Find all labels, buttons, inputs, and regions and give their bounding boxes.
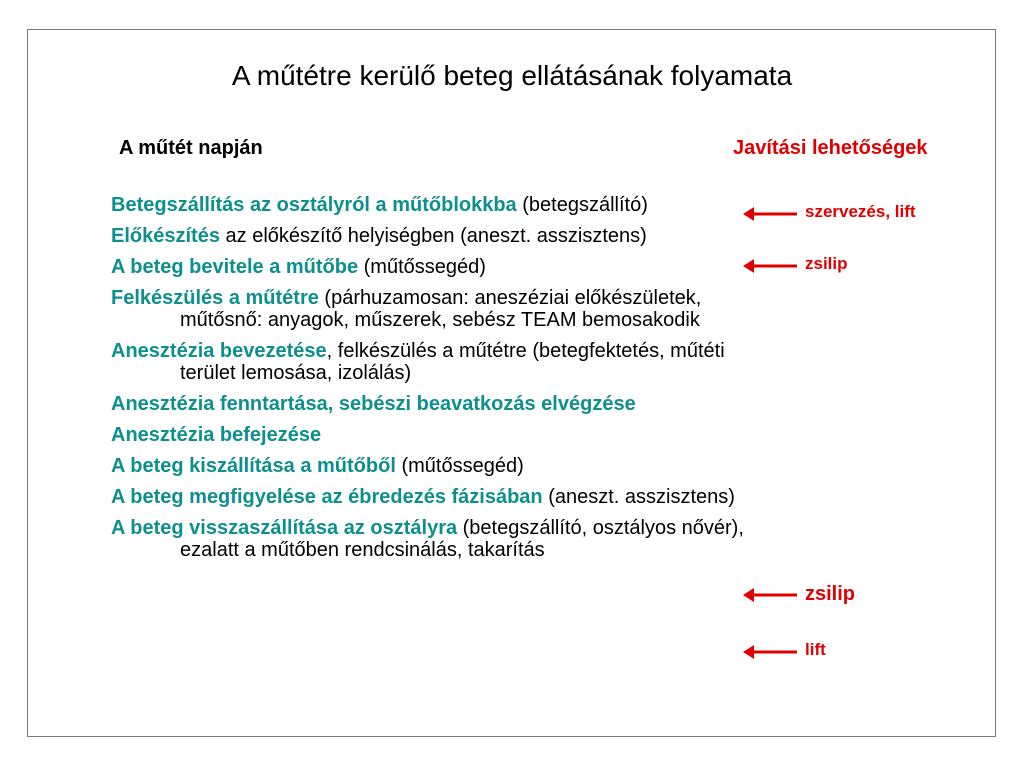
step-detail: (műtőssegéd) — [358, 256, 486, 278]
step-highlight: Anesztézia befejezése — [111, 424, 322, 446]
step-highlight: Előkészítés — [111, 225, 220, 247]
process-step — [111, 256, 751, 278]
step-detail: (párhuzamosan: aneszéziai előkészületek, műtősnő: anyagok, műszerek, sebész TEAM bemosakodik — [180, 287, 702, 331]
step-detail: , felkészülés a műtétre (betegfektetés, műtéti terület lemosása, izolálás) — [180, 340, 725, 384]
left-arrow-icon — [743, 202, 799, 226]
step-highlight: Anesztézia fenntartása, sebészi beavatkozás elvégzése — [111, 393, 636, 415]
step-highlight: Betegszállítás az osztályról a műtőblokkba — [111, 194, 517, 216]
process-step — [111, 517, 751, 561]
process-step — [111, 225, 751, 247]
step-highlight: A beteg megfigyelése az ébredezés fázisában — [111, 486, 543, 508]
process-step — [111, 287, 751, 331]
improvement-note-text: lift — [805, 640, 826, 659]
step-detail: (betegszállító, osztályos nővér), ezalatt a műtőben rendcsinálás, takarítás — [180, 517, 744, 561]
process-step — [111, 340, 751, 384]
process-step — [111, 455, 751, 477]
improvement-note-text: zsilip — [805, 583, 856, 605]
step-highlight: A beteg bevitele a műtőbe — [111, 256, 359, 278]
process-steps-list — [111, 194, 751, 570]
heading-improvement-options: Javítási lehetőségek — [733, 137, 928, 159]
slide-title: A műtétre kerülő beteg ellátásának folyamata — [231, 60, 793, 91]
step-highlight: Felkészülés a műtétre — [111, 287, 319, 309]
step-detail: (aneszt. asszisztens) — [542, 486, 735, 508]
step-detail: (betegszállító) — [516, 194, 648, 216]
left-arrow-icon — [743, 583, 799, 607]
left-arrow-icon — [743, 254, 799, 278]
left-arrow-icon — [743, 640, 799, 664]
process-step — [111, 424, 751, 446]
heading-on-surgery-day: A műtét napján — [119, 137, 263, 159]
step-detail: az előkészítő helyiségben (aneszt. asszisztens) — [219, 225, 647, 247]
process-step — [111, 194, 751, 216]
process-step — [111, 393, 751, 415]
improvement-note-text: zsilip — [805, 254, 848, 273]
improvement-note-text: szervezés, lift — [805, 202, 916, 221]
process-step — [111, 486, 751, 508]
step-highlight: Anesztézia bevezetése — [111, 340, 327, 362]
step-detail: (műtőssegéd) — [395, 455, 524, 477]
step-highlight: A beteg visszaszállítása az osztályra — [111, 517, 458, 539]
step-highlight: A beteg kiszállítása a műtőből — [111, 455, 396, 477]
